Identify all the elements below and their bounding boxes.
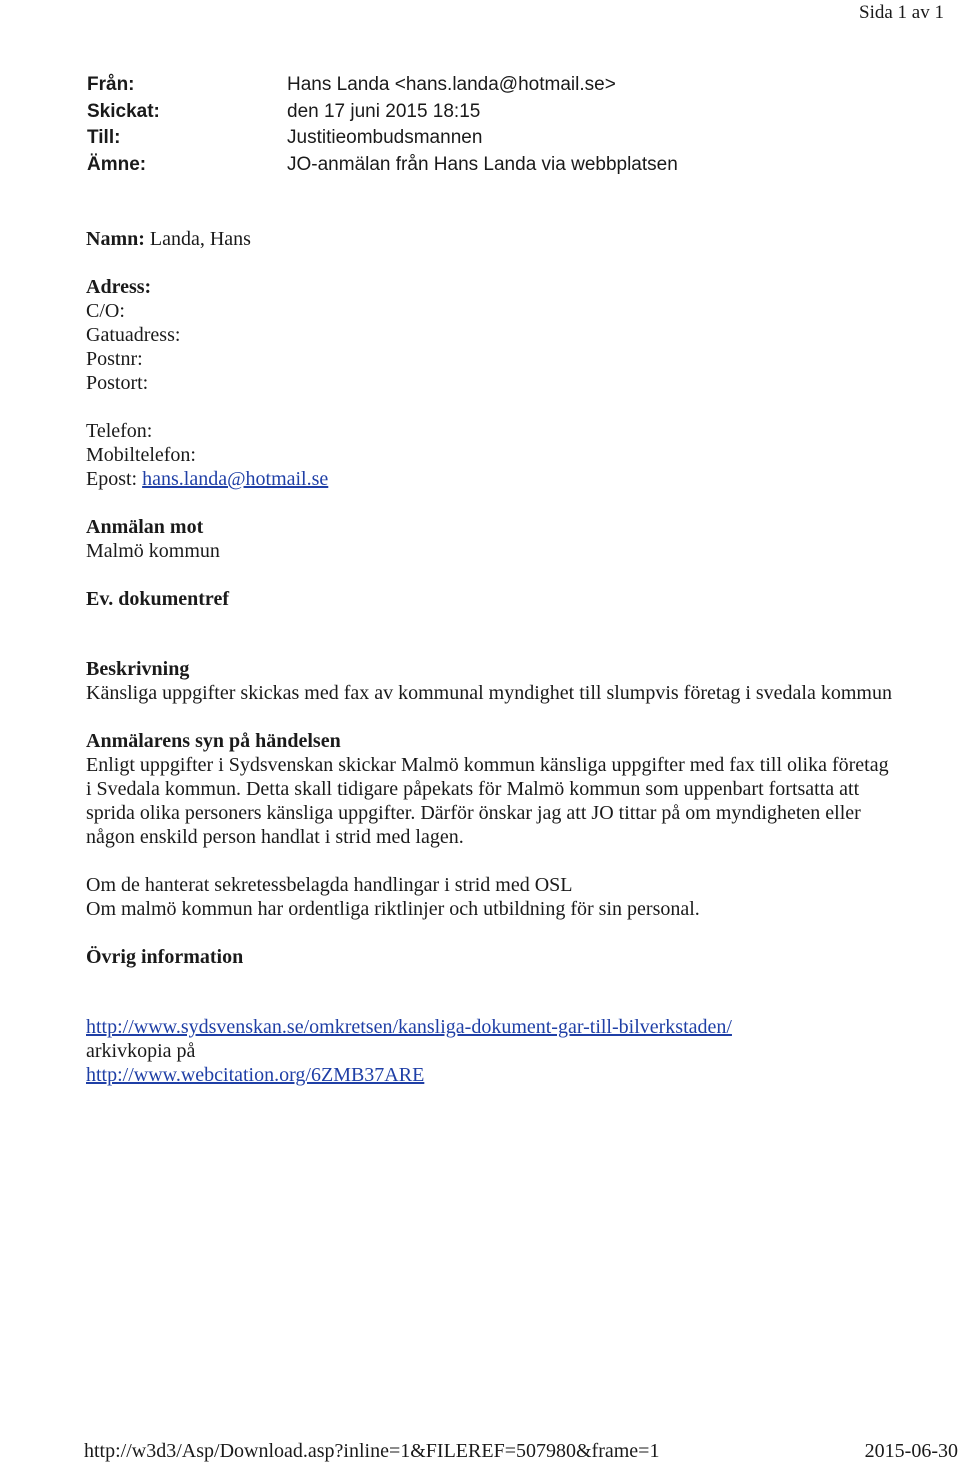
footer-url: http://w3d3/Asp/Download.asp?inline=1&FILEREF=507980&frame=1 xyxy=(84,1440,660,1462)
page-number: Sida 1 av 1 xyxy=(859,2,944,23)
name-line xyxy=(86,227,958,251)
co-label: C/O: xyxy=(86,300,125,322)
from-label: Från: xyxy=(87,74,135,95)
report-against-value: Malmö kommun xyxy=(86,540,220,562)
other-info-heading: Övrig information xyxy=(86,946,244,968)
view-line-1: Enligt uppgifter i Sydsvenskan skickar Malmö kommun känsliga uppgifter med fax till olika företag xyxy=(86,754,889,776)
sent-row xyxy=(87,99,678,126)
link-2-line xyxy=(86,1063,958,1087)
email-label: Epost: xyxy=(86,468,143,490)
archive-text: arkivkopia på xyxy=(86,1040,196,1062)
email-header xyxy=(87,72,678,178)
description-heading: Beskrivning xyxy=(86,658,190,680)
subject-label: Ämne: xyxy=(87,153,147,175)
link-1-line xyxy=(86,1015,958,1039)
report-body xyxy=(86,227,958,1087)
question-line-1: Om de hanterat sekretessbelagda handlingar i strid med OSL xyxy=(86,874,573,896)
from-value: Hans Landa <hans.landa@hotmail.se> xyxy=(287,74,616,95)
email-link[interactable]: hans.landa@hotmail.se xyxy=(142,468,329,490)
view-line-3: sprida olika personers känsliga uppgifter. Därför önskar jag att JO tittar på om myndigheten eller xyxy=(86,802,861,824)
city-label: Postort: xyxy=(86,372,149,394)
from-row xyxy=(87,72,678,99)
phone-label: Telefon: xyxy=(86,420,153,442)
mobile-label: Mobiltelefon: xyxy=(86,444,196,466)
view-heading: Anmälarens syn på händelsen xyxy=(86,730,341,752)
docref-heading: Ev. dokumentref xyxy=(86,588,229,610)
webcitation-link[interactable]: http://www.webcitation.org/6ZMB37ARE xyxy=(86,1064,425,1086)
subject-value: JO-anmälan från Hans Landa via webbplatsen xyxy=(287,153,678,175)
to-label: Till: xyxy=(87,127,121,148)
footer-date: 2015-06-30 xyxy=(864,1440,958,1462)
description-text: Känsliga uppgifter skickas med fax av kommunal myndighet till slumpvis företag i svedala kommun xyxy=(86,682,892,704)
subject-row xyxy=(87,152,678,179)
email-line xyxy=(86,467,958,491)
sent-label: Skickat: xyxy=(87,100,160,122)
to-value: Justitieombudsmannen xyxy=(287,127,483,148)
report-against-heading: Anmälan mot xyxy=(86,516,204,538)
street-label: Gatuadress: xyxy=(86,324,181,346)
question-line-2: Om malmö kommun har ordentliga riktlinjer och utbildning för sin personal. xyxy=(86,898,700,920)
postcode-label: Postnr: xyxy=(86,348,143,370)
name-label: Namn: xyxy=(86,228,145,250)
sent-value: den 17 juni 2015 18:15 xyxy=(287,100,481,122)
address-heading: Adress: xyxy=(86,276,152,298)
to-row xyxy=(87,125,678,152)
view-line-2: i Svedala kommun. Detta skall tidigare påpekats för Malmö kommun som uppenbart fortsatta att xyxy=(86,778,860,800)
name-value: Landa, Hans xyxy=(144,228,251,250)
view-line-4: någon enskild person handlat i strid med lagen. xyxy=(86,826,464,848)
sydsvenskan-link[interactable]: http://www.sydsvenskan.se/omkretsen/kansliga-dokument-gar-till-bilverkstaden/ xyxy=(86,1016,732,1038)
